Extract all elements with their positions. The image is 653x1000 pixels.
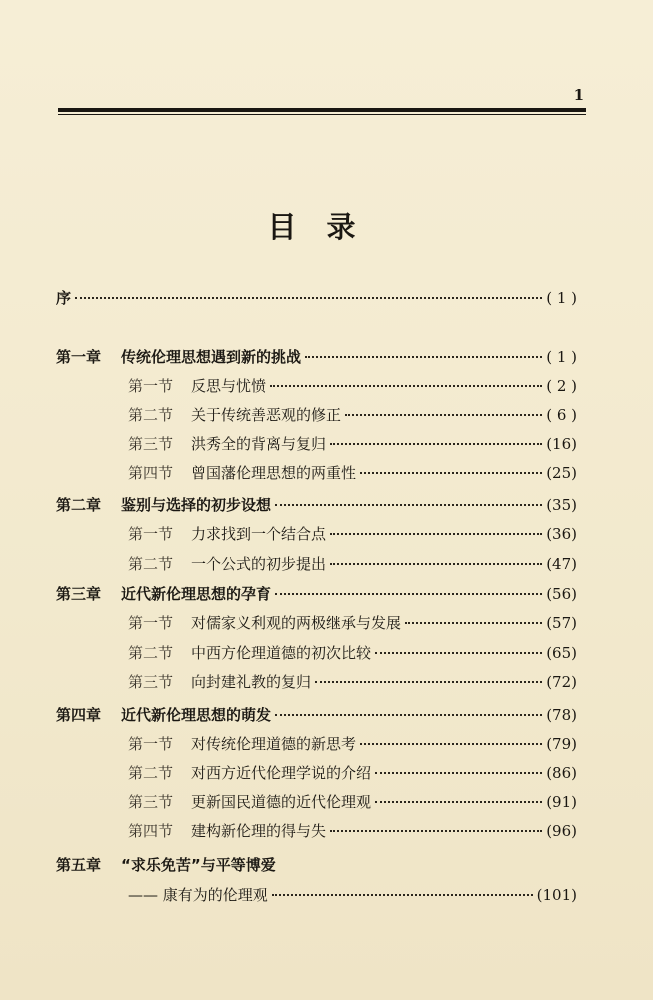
toc-entry	[56, 704, 577, 725]
dot-leader	[345, 414, 542, 416]
toc-entry-label: 第一节	[128, 614, 174, 632]
toc-entry-page: (25)	[546, 464, 577, 482]
toc-entry	[128, 791, 577, 812]
dot-leader	[330, 563, 542, 565]
toc-entry-page: (57)	[546, 614, 577, 632]
toc-entry-label: 第一章	[56, 348, 102, 366]
toc-entry-label: 序	[56, 289, 72, 307]
toc-entry-title: 对传统伦理道德的新思考	[191, 735, 357, 753]
toc-entry-page: ( 6 )	[546, 406, 577, 424]
toc-entry	[128, 642, 577, 663]
toc-entry-label: 第二节	[128, 644, 174, 662]
dot-leader	[360, 472, 542, 474]
toc-entry-label: 第二章	[56, 496, 102, 514]
dot-leader	[275, 593, 542, 595]
toc-entry-title: 近代新伦理思想的孕育	[121, 585, 272, 603]
toc-entry-page: (35)	[546, 496, 577, 514]
toc-entry-page: ( 1 )	[546, 348, 577, 366]
toc-entry-page: ( 1 )	[546, 289, 577, 307]
toc-entry	[128, 404, 577, 425]
toc-entry-title: 中西方伦理道德的初次比较	[191, 644, 372, 662]
toc-entry-page: (86)	[546, 764, 577, 782]
toc-entry-label: 第二节	[128, 764, 174, 782]
toc-entry-page: (101)	[536, 886, 577, 904]
toc-entry-title: 对西方近代伦理学说的介绍	[191, 764, 372, 782]
toc-entry	[128, 433, 577, 454]
toc-entry-title: —— 康有为的伦理观	[128, 886, 268, 904]
toc-entry-page: (65)	[546, 644, 577, 662]
dot-leader	[375, 801, 542, 803]
toc-entry-page: (47)	[546, 555, 577, 573]
toc-entry	[128, 462, 577, 483]
dot-leader	[405, 622, 542, 624]
toc-entry	[128, 375, 577, 396]
dot-leader	[330, 443, 542, 445]
toc-entry	[128, 884, 577, 905]
toc-entry-label: 第三节	[128, 793, 174, 811]
toc-entry-page: (72)	[546, 673, 577, 691]
toc-entry	[56, 494, 577, 515]
toc-entry-title: “求乐免苦”与平等博爱	[121, 856, 276, 874]
toc-entry	[56, 854, 577, 875]
toc-entry-label: 第三节	[128, 673, 174, 691]
dot-leader	[305, 356, 542, 358]
toc-entry-page: (56)	[546, 585, 577, 603]
toc-entry-page: (16)	[546, 435, 577, 453]
dot-leader	[315, 681, 542, 683]
dot-leader	[275, 504, 542, 506]
toc-entry	[56, 346, 577, 367]
toc-title: 目录	[267, 210, 386, 244]
toc-entry-label: 第一节	[128, 525, 174, 543]
toc-entry	[56, 583, 577, 604]
toc-entry-title: 力求找到一个结合点	[191, 525, 327, 543]
toc-entry-page: (79)	[546, 735, 577, 753]
toc-entry-title: 关于传统善恶观的修正	[191, 406, 342, 424]
toc-entry-label: 第四节	[128, 822, 174, 840]
dot-leader	[275, 714, 542, 716]
toc-entry-label: 第三节	[128, 435, 174, 453]
toc-entry-title: 更新国民道德的近代伦理观	[191, 793, 372, 811]
dot-leader	[375, 652, 542, 654]
dot-leader	[360, 743, 542, 745]
dot-leader	[272, 894, 533, 896]
toc-entry	[56, 287, 577, 308]
toc-entry	[128, 820, 577, 841]
dot-leader	[375, 772, 542, 774]
toc-entry-label: 第四章	[56, 706, 102, 724]
toc-entry-page: (96)	[546, 822, 577, 840]
toc-entry	[128, 762, 577, 783]
page-number: 1	[573, 86, 584, 104]
toc-entry	[128, 523, 577, 544]
dot-leader	[330, 830, 542, 832]
dot-leader	[75, 297, 542, 299]
toc-entry-label: 第一节	[128, 735, 174, 753]
toc-entry-title: 建构新伦理的得与失	[191, 822, 327, 840]
toc-entry-page: (36)	[546, 525, 577, 543]
toc-entry	[128, 671, 577, 692]
toc-entry-title: 鉴别与选择的初步设想	[121, 496, 272, 514]
toc-entry-label: 第一节	[128, 377, 174, 395]
toc-entry	[128, 612, 577, 633]
toc-entry-title: 曾国藩伦理思想的两重性	[191, 464, 357, 482]
toc-entry	[128, 553, 577, 574]
toc-entry-title: 洪秀全的背离与复归	[191, 435, 327, 453]
dot-leader	[330, 533, 542, 535]
toc-entry-page: ( 2 )	[546, 377, 577, 395]
toc-entry-page: (78)	[546, 706, 577, 724]
toc-entry-label: 第五章	[56, 856, 102, 874]
toc-entry-title: 对儒家义利观的两极继承与发展	[191, 614, 402, 632]
toc-entry-label: 第二节	[128, 555, 174, 573]
toc-entry-title: 一个公式的初步提出	[191, 555, 327, 573]
toc-entry-title: 近代新伦理思想的萌发	[121, 706, 272, 724]
toc-entry-label: 第三章	[56, 585, 102, 603]
toc-entry-label: 第四节	[128, 464, 174, 482]
toc-entry	[128, 733, 577, 754]
dot-leader	[270, 385, 542, 387]
toc-entry-title: 传统伦理思想遇到新的挑战	[121, 348, 302, 366]
toc-entry-title: 向封建礼教的复归	[191, 673, 312, 691]
toc-entry-page: (91)	[546, 793, 577, 811]
toc-entry-label: 第二节	[128, 406, 174, 424]
toc-entry-title: 反思与忧愤	[191, 377, 267, 395]
